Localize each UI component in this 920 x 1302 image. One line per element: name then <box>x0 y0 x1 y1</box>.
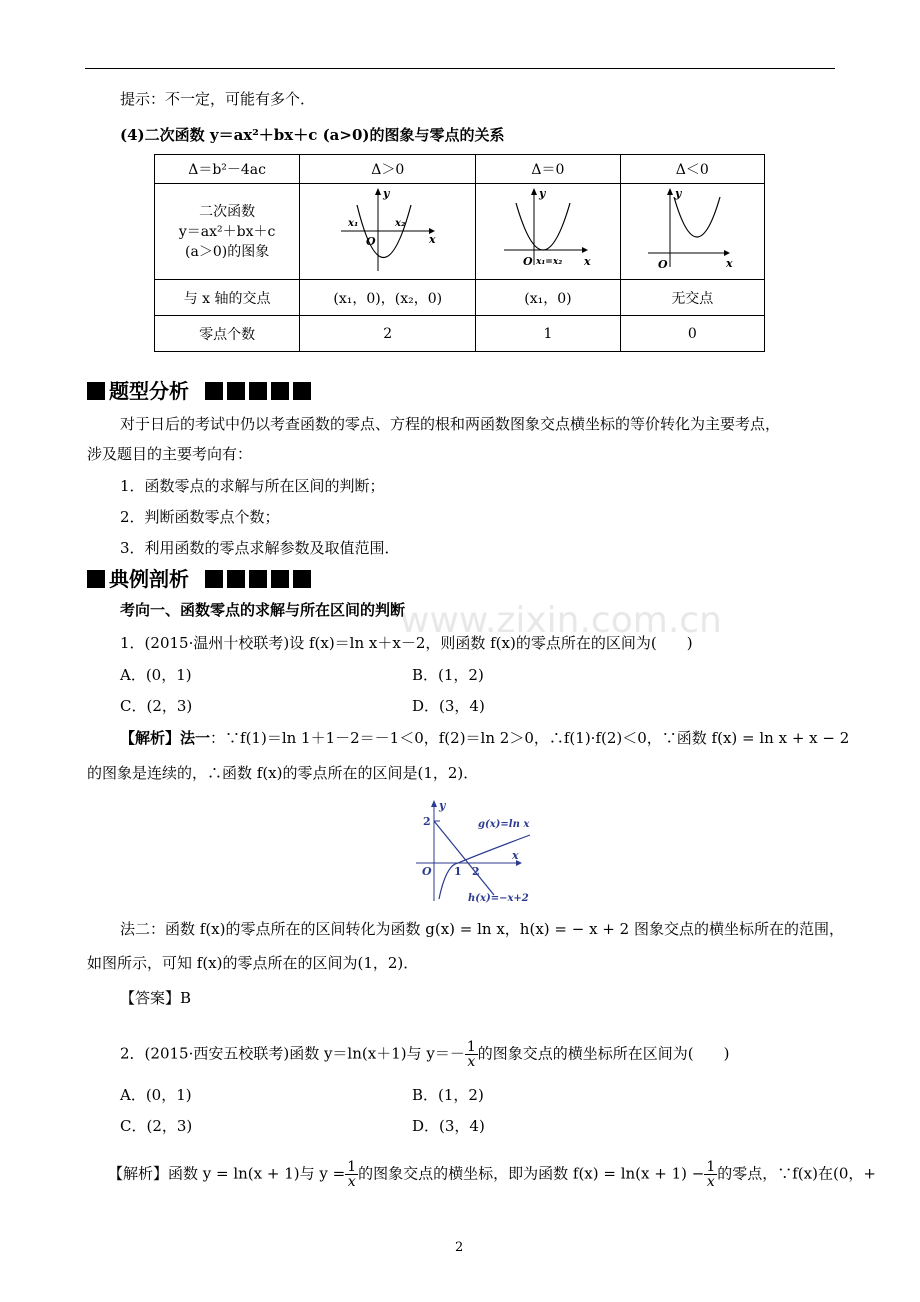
section-marker <box>87 382 105 400</box>
question-1-option-a: A．(0，1) <box>120 666 192 684</box>
fraction-denominator: x <box>347 1174 356 1190</box>
fraction <box>704 1160 717 1189</box>
table-cell: 无交点 <box>620 280 764 316</box>
axis-x-label: x <box>583 254 591 268</box>
axis-y-label: y <box>439 799 446 812</box>
axis-x-label: x <box>726 256 733 270</box>
section4-title: (4)二次函数 y＝ax²＋bx＋c (a>0)的图象与零点的关系 <box>120 126 505 144</box>
double-root-label: x₁=x₂ <box>535 256 563 267</box>
question-2-option-d: D．(3，4) <box>412 1117 485 1135</box>
question-2-stem: 2．(2015·西安五校联考)函数 y＝ln(x＋1)与 y＝－ $\frac{1}{x}$ 的图象交点的横坐标所在区间为( ) <box>120 1039 730 1070</box>
topic-heading: 考向一、函数零点的求解与所在区间的判断 <box>120 601 406 619</box>
question-1-option-b: B．(1，2) <box>412 666 484 684</box>
solution-text: ：∵f(1)＝ln 1＋1－2＝－1＜0，f(2)＝ln 2＞0，∴f(1)·f(2)＜0，∵函数 f(x) = ln x + x − 2 <box>210 729 850 747</box>
solution-tag: 【解析】法一 <box>120 729 211 747</box>
fraction <box>465 1040 478 1069</box>
axis-y-label: y <box>675 186 682 200</box>
analysis-item: 2．判断函数零点个数； <box>120 508 280 526</box>
solution-text: 的图象交点的横坐标，即为函数 f(x) = ln(x + 1) − <box>358 1164 705 1183</box>
fraction-numerator: 1 <box>466 1039 476 1055</box>
table-cell: 0 <box>620 316 764 352</box>
section-marker <box>205 570 223 588</box>
tick-label-y2: 2 <box>423 815 431 828</box>
fraction-numerator: 1 <box>347 1159 357 1175</box>
solution-2-line1: 法二：函数 f(x)的零点所在的区间转化为函数 g(x) = ln x，h(x) = − x + 2 图象交点的横坐标所在的范围， <box>120 920 844 938</box>
graph-row-label <box>155 184 300 280</box>
table-intersect-row <box>155 280 765 316</box>
stem-text: 2．(2015·西安五校联考)函数 y＝ln(x＋1)与 y＝ <box>120 1044 450 1063</box>
table-graph-row <box>155 184 765 280</box>
question-1-option-c: C．(2，3) <box>120 697 193 715</box>
solution-1-line1 <box>120 728 849 748</box>
fraction-denominator: x <box>467 1054 476 1070</box>
graph-label-line: (a＞0)的图象 <box>185 243 270 260</box>
stem-text: 的图象交点的横坐标所在区间为( ) <box>477 1044 730 1063</box>
table-cell: 2 <box>300 316 476 352</box>
table-cell: 与 x 轴的交点 <box>155 280 300 316</box>
header-rule <box>85 68 835 69</box>
table-count-row <box>155 316 765 352</box>
section-marker <box>249 570 267 588</box>
quadratic-table <box>154 154 765 352</box>
parabola-two-roots-graph <box>333 185 443 275</box>
section-marker <box>87 570 105 588</box>
section-marker <box>227 382 245 400</box>
section-marker <box>293 382 311 400</box>
solution-1-line2: 的图象是连续的，∴函数 f(x)的零点所在的区间是(1，2)． <box>87 764 479 782</box>
graph-cell-one-root <box>476 184 620 280</box>
fraction <box>345 1160 358 1189</box>
graph-cell-no-root <box>620 184 764 280</box>
graph-label-line: y＝ax²＋bx＋c <box>178 223 276 240</box>
question-1-stem: 1．(2015·温州十校联考)设 f(x)＝ln x＋x－2，则函数 f(x)的零点所在的区间为( ) <box>120 634 693 652</box>
table-cell: (x₁，0)，(x₂，0) <box>300 280 476 316</box>
axis-x-label: x <box>428 232 436 246</box>
hint-text: 提示：不一定，可能有多个． <box>120 90 316 108</box>
solution-2-line2: 如图所示，可知 f(x)的零点所在的区间为(1，2)． <box>87 954 419 972</box>
axis-y-label: y <box>382 186 390 200</box>
question-2-option-a: A．(0，1) <box>120 1086 192 1104</box>
parabola-no-root-graph <box>642 185 742 275</box>
axis-y-label: y <box>538 186 546 200</box>
table-cell: (x₁，0) <box>476 280 620 316</box>
graph-cell-two-roots <box>300 184 476 280</box>
table-header-cell: Δ＜0 <box>620 155 764 184</box>
section-marker <box>271 382 289 400</box>
solution-text: 的零点，∵f(x)在(0，+ <box>717 1164 876 1183</box>
parabola-one-root-graph <box>498 185 598 275</box>
question-2-option-b: B．(1，2) <box>412 1086 484 1104</box>
tick-label-x2: 2 <box>472 865 480 878</box>
root-x1-label: x₁ <box>347 217 359 229</box>
analysis-item: 3．利用函数的零点求解参数及取值范围． <box>120 539 400 557</box>
origin-label: O <box>658 257 668 271</box>
table-header-cell: Δ＝0 <box>476 155 620 184</box>
analysis-item: 1．函数零点的求解与所在区间的判断； <box>120 477 385 495</box>
question-1-option-d: D．(3，4) <box>412 697 485 715</box>
section-marker <box>293 570 311 588</box>
origin-label: O <box>522 254 533 268</box>
section-marker <box>271 570 289 588</box>
table-header-row <box>155 155 765 184</box>
fraction-denominator: x <box>706 1174 715 1190</box>
origin-label: O <box>422 865 432 878</box>
line-h-label: h(x)=−x+2 <box>468 893 529 904</box>
question-2-option-c: C．(2，3) <box>120 1117 193 1135</box>
curve-g-label: g(x)=ln x <box>478 819 530 830</box>
watermark: www.zixin.com.cn <box>400 600 722 641</box>
fraction-numerator: 1 <box>706 1159 716 1175</box>
page-number: 2 <box>455 1240 464 1255</box>
root-x2-label: x₂ <box>394 217 406 229</box>
table-header-cell: Δ＝b²－4ac <box>155 155 300 184</box>
answer-1: 【答案】B <box>120 989 192 1007</box>
tick-label-x1: 1 <box>454 865 462 878</box>
question-2-solution <box>108 1160 876 1189</box>
table-cell: 1 <box>476 316 620 352</box>
origin-label: O <box>365 234 376 248</box>
table-cell: 零点个数 <box>155 316 300 352</box>
analysis-paragraph: 涉及题目的主要考向有： <box>87 445 253 463</box>
section-title: 题型分析 <box>109 379 189 403</box>
section-marker <box>205 382 223 400</box>
graph-label-line: 二次函数 <box>199 203 256 220</box>
table-header-cell: Δ＞0 <box>300 155 476 184</box>
section-title: 典例剖析 <box>109 567 189 591</box>
analysis-paragraph: 对于日后的考试中仍以考查函数的零点、方程的根和两函数图象交点横坐标的等价转化为主要考点， <box>120 415 781 433</box>
intersection-graph <box>412 795 547 907</box>
solution-text: 【解析】函数 y = ln(x + 1)与 y = <box>108 1164 346 1183</box>
section-marker <box>227 570 245 588</box>
axis-x-label: x <box>512 849 519 862</box>
section-marker <box>249 382 267 400</box>
